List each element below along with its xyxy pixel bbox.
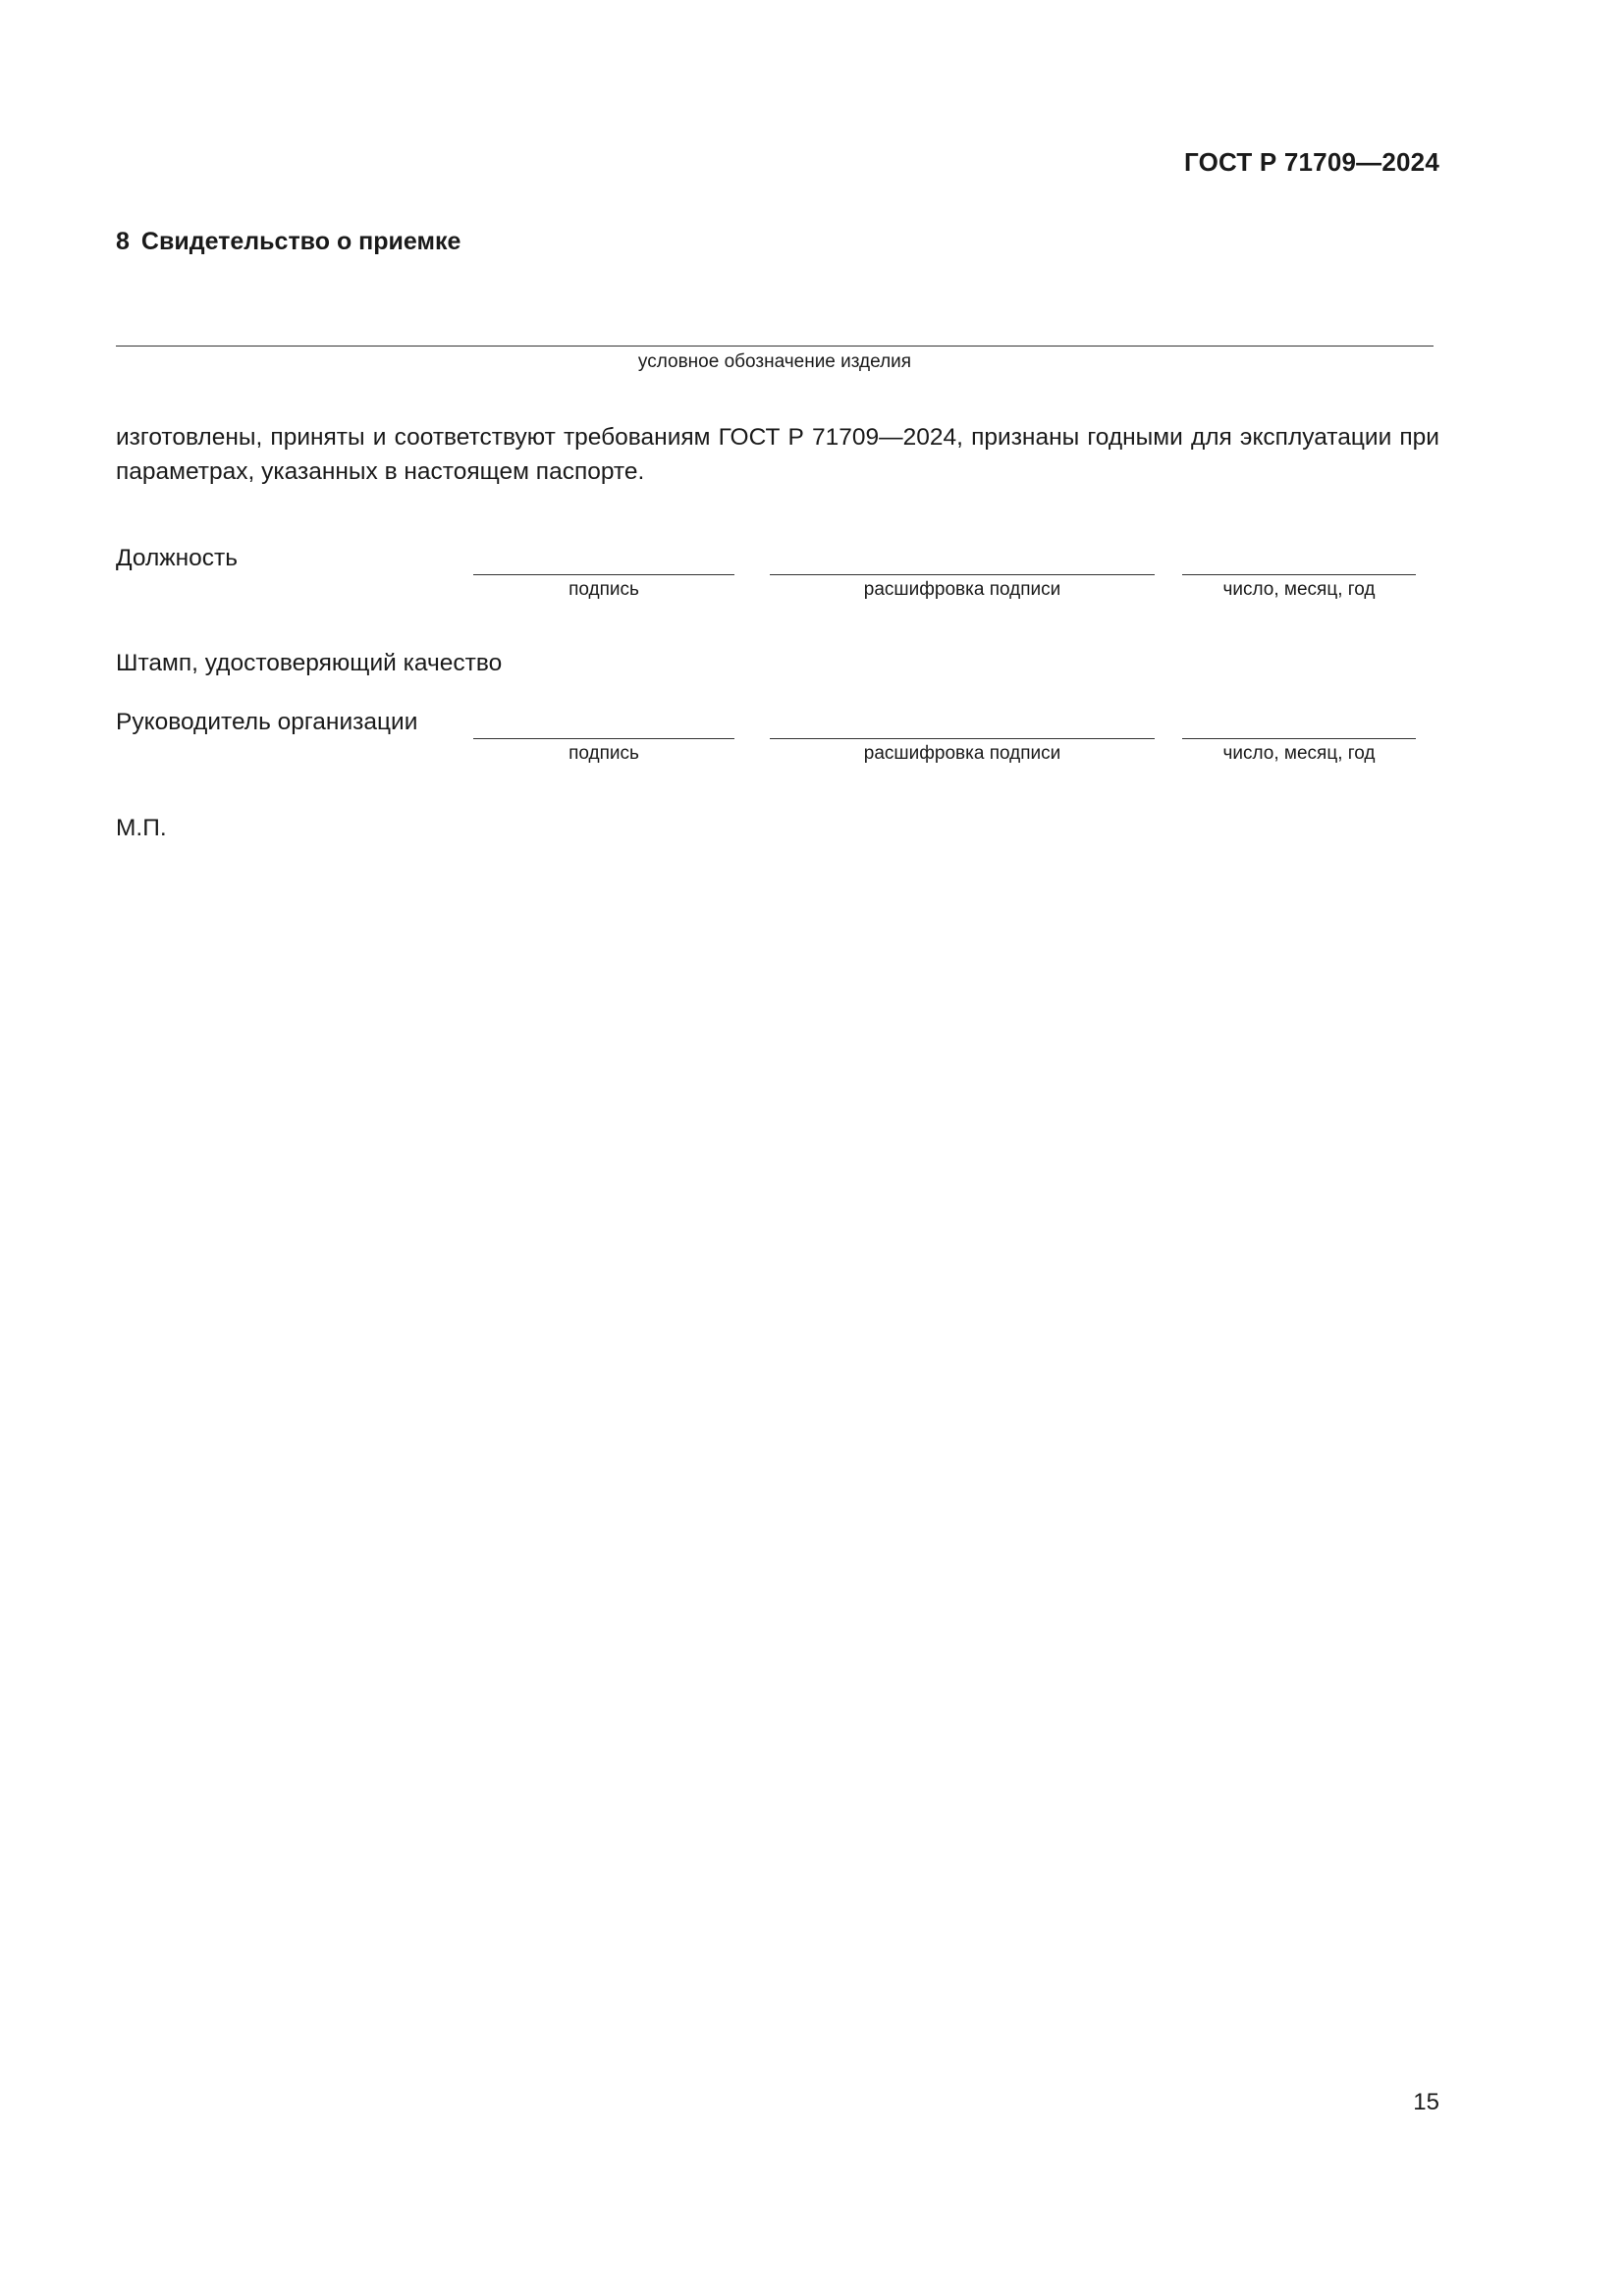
page-number: 15 — [1413, 2089, 1439, 2115]
signature-decode-caption: расшифровка подписи — [863, 579, 1061, 600]
date-field[interactable] — [1182, 574, 1416, 600]
date-caption: число, месяц, год — [1222, 579, 1376, 600]
signature-row-label: Должность — [116, 545, 239, 571]
signature-field[interactable] — [473, 574, 734, 600]
conformity-statement: изготовлены, приняты и соответствуют требованиям ГОСТ Р 71709—2024, признаны годными для эксплуатации при параметрах, указанных в настоящем паспорте. — [116, 424, 1439, 485]
product-designation-caption: условное обозначение изделия — [637, 351, 912, 372]
date-field[interactable] — [1182, 738, 1416, 764]
signature-decode-caption: расшифровка подписи — [863, 743, 1061, 764]
seal-place-label: М.П. — [116, 815, 167, 841]
document-designation: ГОСТ Р 71709—2024 — [1184, 147, 1439, 177]
signature-row-head — [116, 709, 1422, 768]
signature-caption: подпись — [568, 579, 639, 600]
section-title: Свидетельство о приемке — [140, 228, 461, 255]
signature-decode-field[interactable] — [770, 738, 1155, 764]
product-designation-field[interactable] — [116, 346, 1434, 347]
signature-caption: подпись — [568, 743, 639, 764]
signature-field[interactable] — [473, 738, 734, 764]
signature-row-label: Руководитель организации — [116, 709, 418, 735]
signature-decode-field[interactable] — [770, 574, 1155, 600]
section-number: 8 — [116, 228, 130, 255]
section-heading — [116, 228, 460, 256]
quality-stamp-label: Штамп, удостоверяющий качество — [116, 650, 503, 676]
date-caption: число, месяц, год — [1222, 743, 1376, 764]
signature-row-position — [116, 545, 1422, 604]
